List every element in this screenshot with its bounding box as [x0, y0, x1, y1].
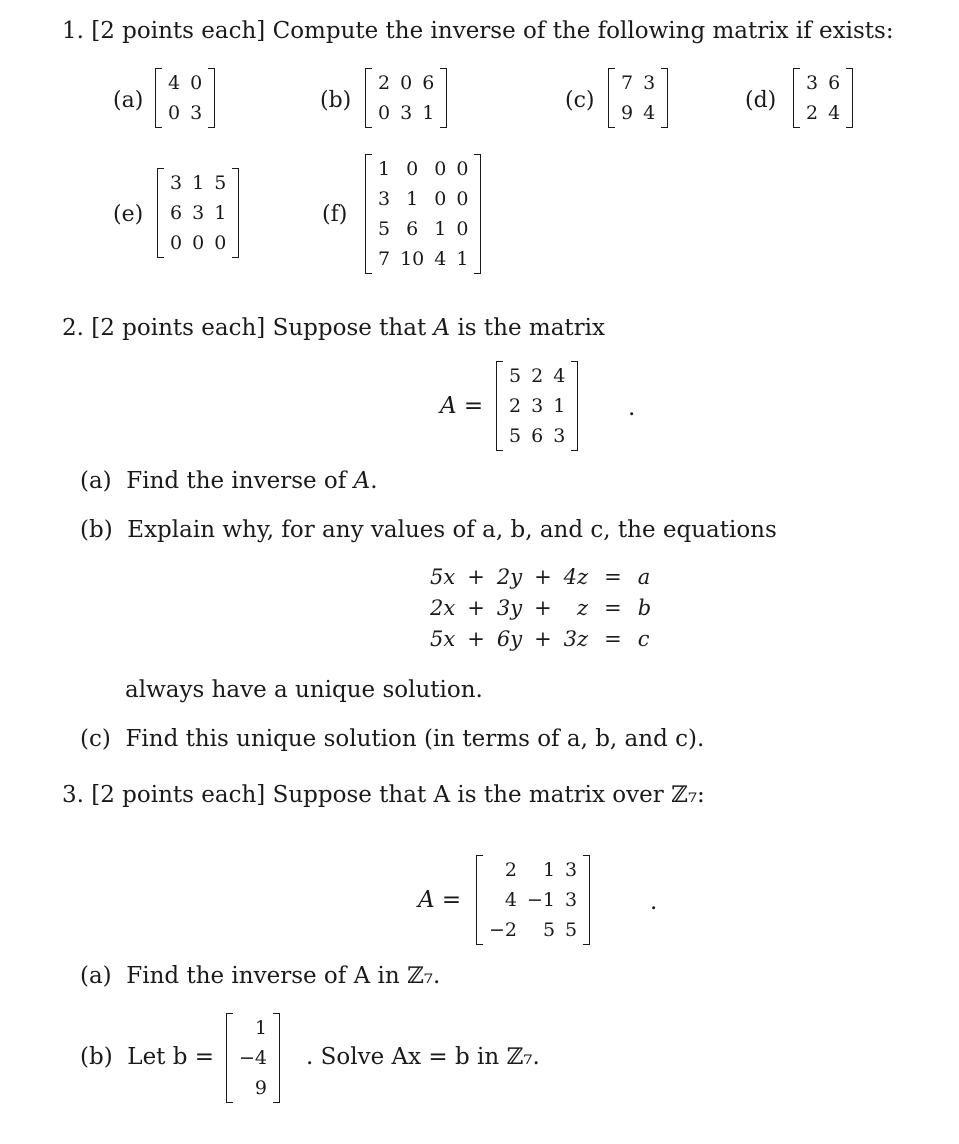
- part-3a-label: (a): [80, 963, 112, 989]
- part-1f-label: (f): [322, 202, 348, 227]
- matrix-2-period: .: [628, 395, 636, 421]
- matrix-cell: 3: [806, 72, 819, 94]
- part-2a: [80, 468, 378, 494]
- part-3b-label: (b): [80, 1044, 113, 1070]
- eq-rhs: c: [637, 627, 650, 651]
- matrix-cell: 4: [434, 248, 447, 270]
- matrix-cell: 10: [400, 248, 425, 270]
- problem-2-var: A: [433, 315, 451, 341]
- matrix-cell: 3: [553, 425, 566, 447]
- matrix-cell: 1: [456, 248, 469, 270]
- problem-2-number: 2.: [62, 315, 84, 341]
- matrix-cell: −1: [527, 889, 556, 911]
- matrix-cell: 5: [542, 919, 556, 941]
- matrix-cell: 5: [565, 919, 578, 941]
- eq-equals: =: [604, 565, 622, 589]
- matrix-cell: 2: [504, 859, 518, 881]
- matrix-cell: 4: [643, 102, 656, 124]
- matrix-cell: 3: [565, 859, 578, 881]
- equation-row: [424, 562, 657, 593]
- part-2b: [80, 517, 777, 543]
- part-1e-label: (e): [113, 202, 144, 227]
- matrix-cell: 6: [531, 425, 544, 447]
- eq-equals: =: [604, 596, 622, 620]
- part-2c-label: (c): [80, 726, 111, 752]
- matrix-cell: 0: [406, 158, 419, 180]
- eq-rhs: b: [637, 596, 652, 620]
- matrix-cell: 7: [621, 72, 634, 94]
- matrix-cell: 0: [168, 102, 181, 124]
- part-2b-text: Explain why, for any values of a, b, and c, the equations: [127, 517, 777, 543]
- equation-system: [424, 562, 657, 655]
- eq-term: 3z: [563, 627, 589, 651]
- matrix-cell: 1: [434, 218, 447, 240]
- matrix-3: [476, 855, 590, 949]
- matrix-cell: 0: [456, 158, 469, 180]
- eq-op: +: [534, 596, 552, 620]
- problem-2-text-post: is the matrix: [457, 315, 605, 341]
- matrix-cell: 1: [422, 102, 435, 124]
- problem-2-text-pre: Suppose that: [272, 315, 427, 341]
- matrix-cell: 0: [170, 232, 183, 254]
- matrix-cell: 3: [192, 202, 205, 224]
- part-1b-label: (b): [320, 88, 352, 113]
- problem-3-number: 3.: [62, 782, 84, 808]
- eq-equals: =: [604, 627, 622, 651]
- eq-term: 2x: [430, 596, 456, 620]
- vector-cell: 9: [254, 1077, 268, 1099]
- part-3b-label-group: [80, 1044, 214, 1070]
- matrix-2-lhs: A =: [440, 393, 484, 419]
- part-2a-label: (a): [80, 468, 112, 494]
- matrix-3-lhs: A =: [418, 887, 462, 913]
- matrix-cell: 0: [400, 72, 413, 94]
- problem-3-heading: [62, 782, 705, 808]
- equation-row: [424, 593, 657, 624]
- part-2c-text: Find this unique solution (in terms of a, b, and c).: [125, 726, 705, 752]
- eq-op: +: [467, 596, 485, 620]
- eq-term: 4z: [563, 565, 589, 589]
- matrix-cell: 6: [422, 72, 435, 94]
- part-3a: [80, 963, 440, 989]
- matrix-cell: 0: [378, 102, 391, 124]
- part-2b-after: always have a unique solution.: [125, 677, 483, 703]
- eq-term: z: [577, 596, 589, 620]
- matrix-cell: 5: [378, 218, 391, 240]
- eq-rhs: a: [637, 565, 651, 589]
- matrix-cell: 3: [531, 395, 544, 417]
- equation-row: [424, 624, 657, 655]
- matrix-cell: 4: [828, 102, 841, 124]
- matrix-cell: 1: [553, 395, 566, 417]
- matrix-cell: 2: [531, 365, 544, 387]
- problem-1-number: 1.: [62, 18, 84, 44]
- matrix-cell: 5: [509, 365, 522, 387]
- vector-cell: 1: [254, 1017, 268, 1039]
- matrix-cell: 5: [509, 425, 522, 447]
- matrix-cell: 3: [643, 72, 656, 94]
- matrix-cell: 6: [828, 72, 841, 94]
- matrix-1a: [155, 68, 215, 132]
- matrix-cell: 1: [378, 158, 391, 180]
- matrix-cell: 4: [504, 889, 518, 911]
- matrix-cell: 0: [434, 158, 447, 180]
- matrix-1c: [608, 68, 668, 132]
- matrix-cell: 3: [400, 102, 413, 124]
- matrix-cell: 0: [456, 218, 469, 240]
- matrix-1d: [793, 68, 853, 132]
- matrix-cell: 0: [456, 188, 469, 210]
- eq-op: +: [467, 627, 485, 651]
- matrix-cell: 4: [553, 365, 566, 387]
- matrix-cell: 0: [214, 232, 227, 254]
- matrix-cell: 4: [168, 72, 181, 94]
- matrix-2: [496, 361, 578, 455]
- part-2a-end: .: [370, 468, 378, 494]
- matrix-3-period: .: [650, 889, 658, 915]
- part-2a-text: Find the inverse of: [126, 468, 347, 494]
- part-2b-label: (b): [80, 517, 113, 543]
- matrix-cell: 0: [434, 188, 447, 210]
- eq-term: 3y: [496, 596, 523, 620]
- matrix-cell: 7: [378, 248, 391, 270]
- problem-3-points: [2 points each]: [91, 782, 266, 808]
- matrix-1e: [157, 168, 239, 262]
- problem-1-heading: [62, 18, 894, 44]
- eq-term: 5x: [430, 627, 456, 651]
- matrix-cell: 0: [190, 72, 203, 94]
- vector-cell: −4: [239, 1047, 268, 1069]
- part-3b-pre: Let b =: [127, 1044, 215, 1070]
- part-3a-text: Find the inverse of A in ℤ₇.: [126, 963, 441, 989]
- matrix-cell: 3: [170, 172, 183, 194]
- matrix-1b: [365, 68, 447, 132]
- problem-1-text: Compute the inverse of the following matrix if exists:: [272, 18, 894, 44]
- part-1c-label: (c): [565, 88, 595, 113]
- matrix-cell: 9: [621, 102, 634, 124]
- matrix-cell: 1: [542, 859, 556, 881]
- matrix-cell: 3: [565, 889, 578, 911]
- matrix-cell: 1: [406, 188, 419, 210]
- part-2a-var: A: [353, 468, 371, 494]
- problem-3-text: Suppose that A is the matrix over ℤ₇:: [272, 782, 705, 808]
- matrix-cell: 1: [192, 172, 205, 194]
- matrix-cell: 5: [214, 172, 227, 194]
- matrix-cell: 6: [170, 202, 183, 224]
- matrix-cell: 2: [806, 102, 819, 124]
- problem-2-heading: [62, 315, 605, 341]
- eq-op: +: [534, 627, 552, 651]
- part-3b-post: . Solve Ax = b in ℤ₇.: [306, 1044, 540, 1070]
- matrix-cell: 0: [192, 232, 205, 254]
- eq-term: 5x: [430, 565, 456, 589]
- matrix-cell: 2: [378, 72, 391, 94]
- matrix-cell: 3: [378, 188, 391, 210]
- matrix-cell: 3: [190, 102, 203, 124]
- matrix-cell: 2: [509, 395, 522, 417]
- eq-op: +: [534, 565, 552, 589]
- eq-term: 2y: [496, 565, 523, 589]
- part-1d-label: (d): [745, 88, 777, 113]
- eq-term: 6y: [496, 627, 523, 651]
- problem-1-points: [2 points each]: [91, 18, 266, 44]
- problem-2-points: [2 points each]: [91, 315, 266, 341]
- matrix-cell: 1: [214, 202, 227, 224]
- part-1a-label: (a): [113, 88, 144, 113]
- matrix-cell: −2: [489, 919, 518, 941]
- eq-op: +: [467, 565, 485, 589]
- matrix-cell: 6: [406, 218, 419, 240]
- part-2c: [80, 726, 704, 752]
- matrix-1f: [365, 154, 481, 278]
- vector-b: [226, 1013, 280, 1107]
